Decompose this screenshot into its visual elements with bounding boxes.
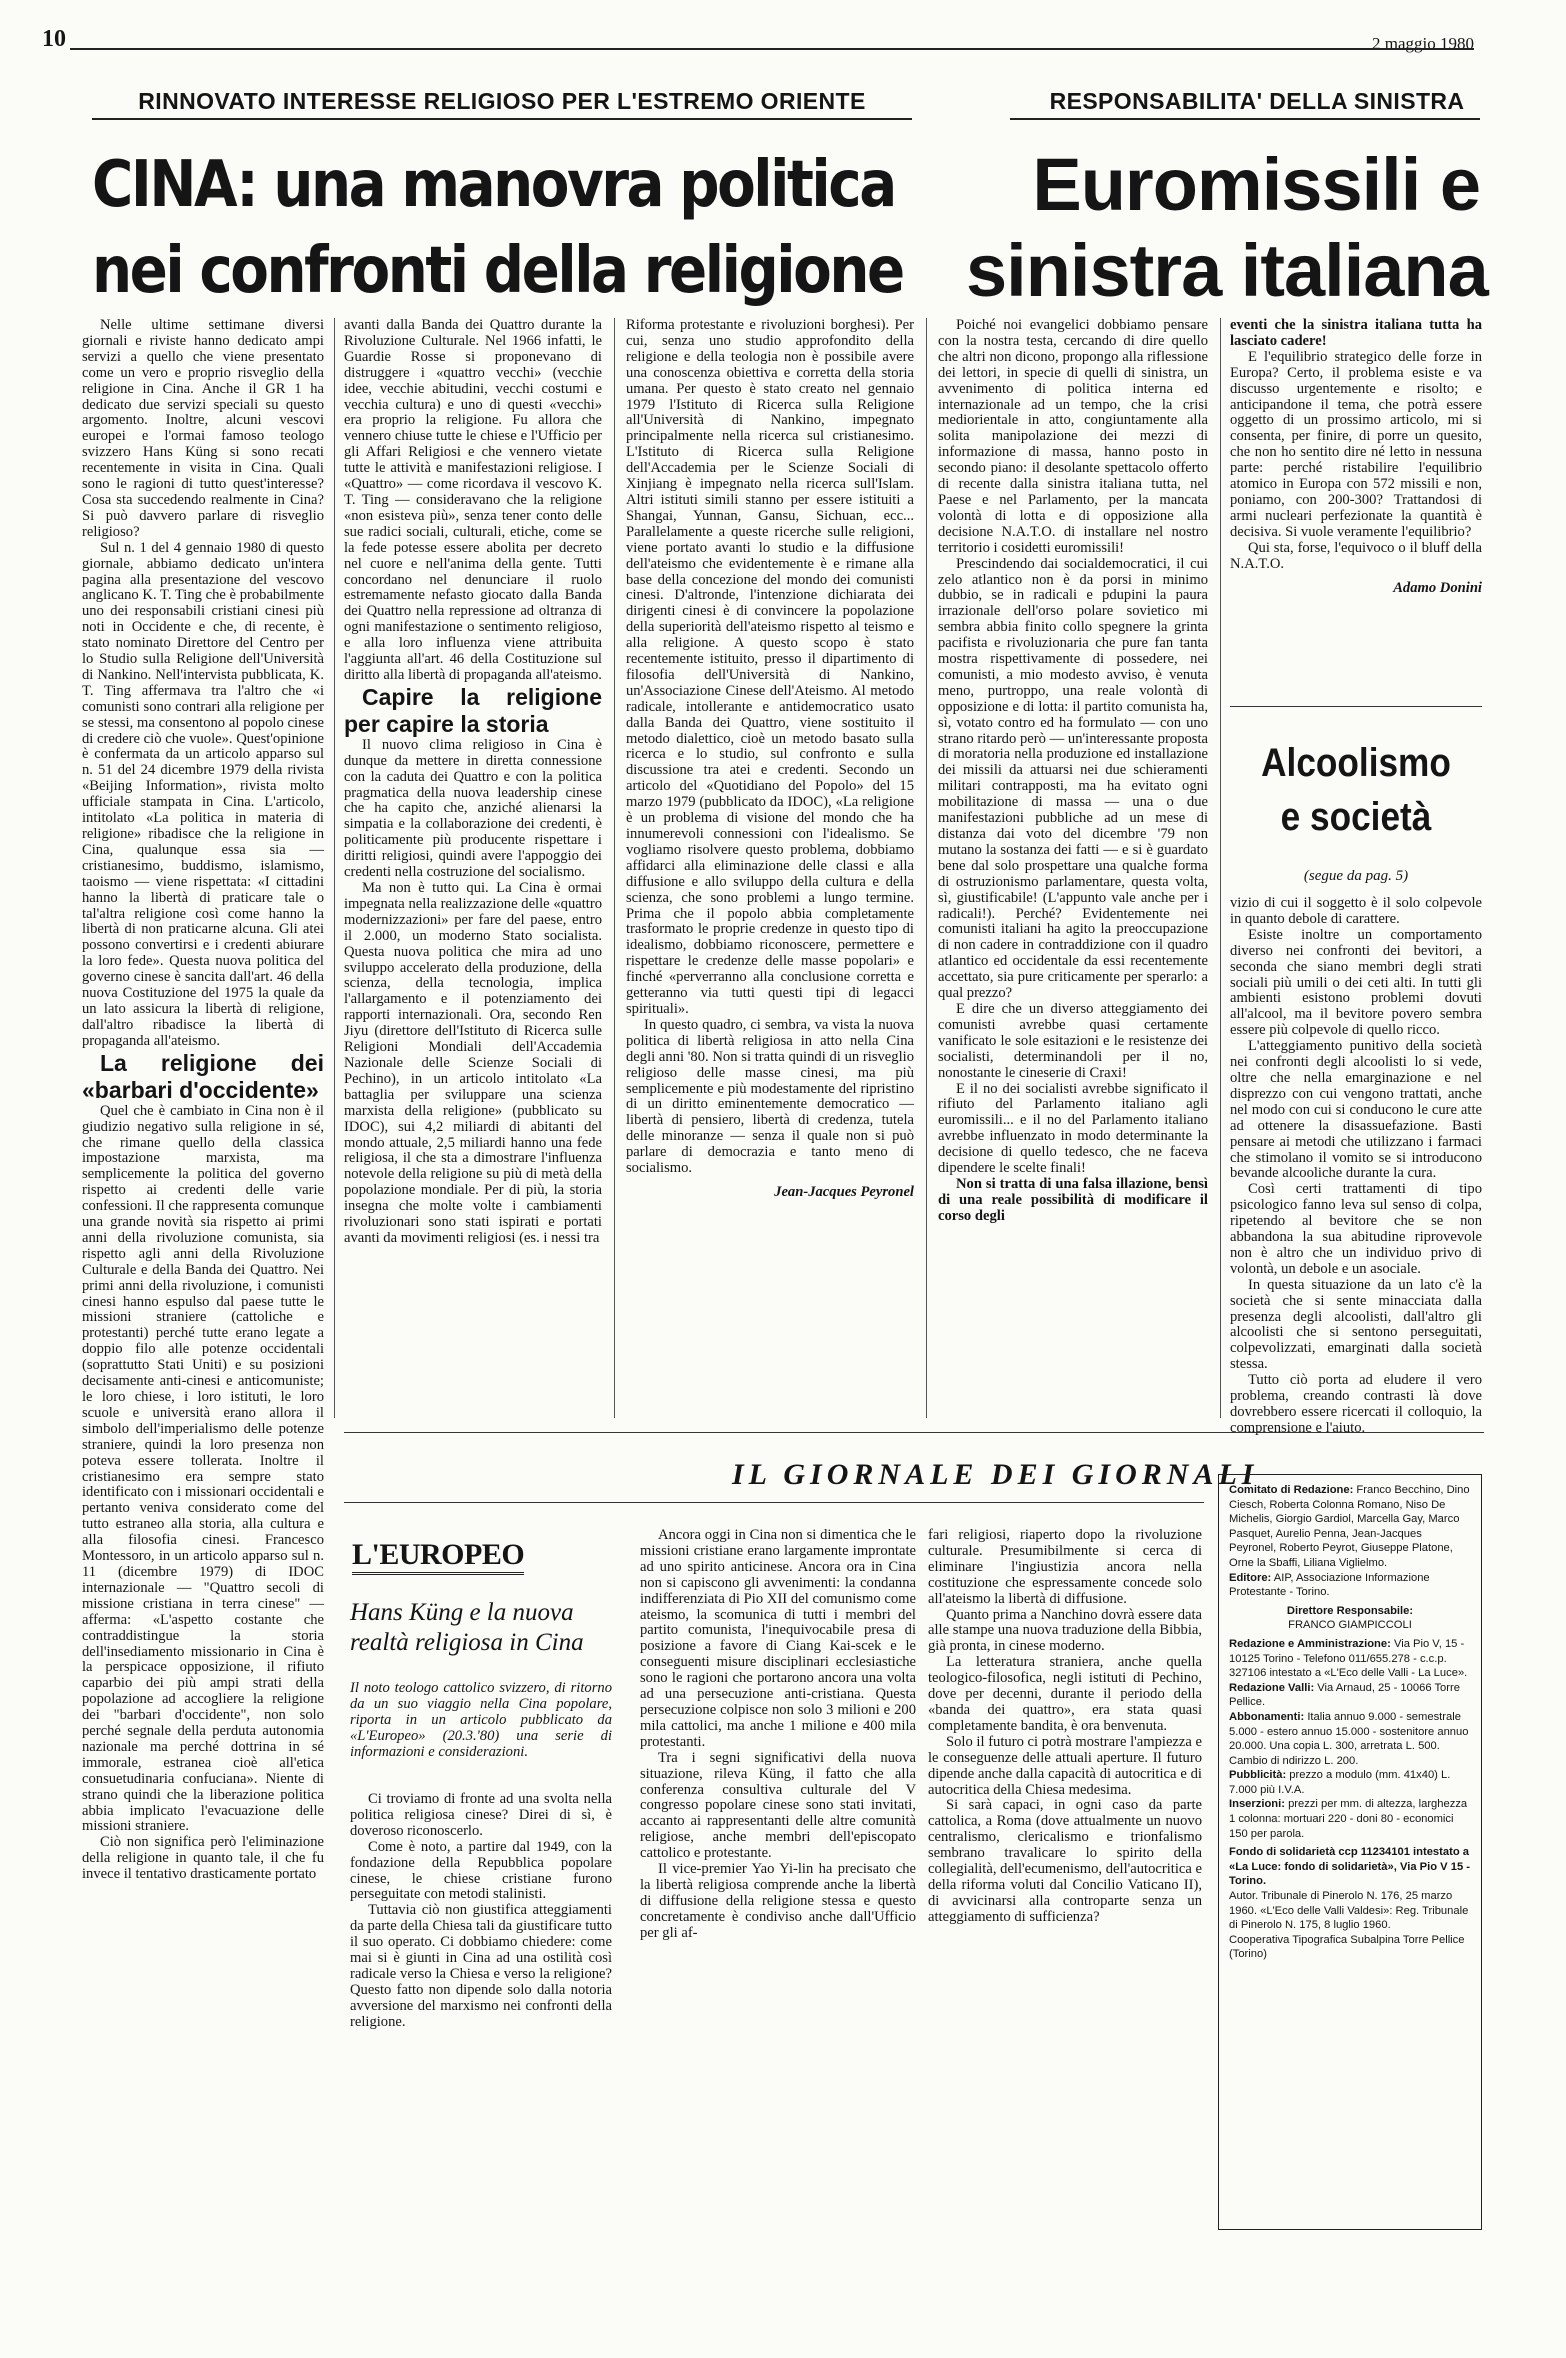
- column-divider: [334, 318, 335, 1418]
- cina-paragraph: Quel che è cambiato in Cina non è il giudizio negativo sulla religione in sé, che rimane quello della classica impostazione marxista, ma semplicemente la politica del governo rispetto ai credenti delle varie confessioni. Il che rappresenta comunque una grande novità sia rispetto ai primi anni della rivoluzione comunista, sia rispetto agli anni della Rivoluzione Culturale e della Banda dei Quattro. Nei primi anni della rivoluzione, i comunisti cinesi hanno espulso dal paese tutte le missioni straniere (cattoliche e protestanti) perché tutte erano legate a doppio filo alle potenze occidentali (soprattutto Stati Uniti) e su posizioni decisamente anti-cinesi e anticomuniste; le loro chiese, i loro istituti, le loro scuole e università erano allora il simbolo dell'imperialismo delle potenze straniere, quindi la loro presenza non poteva essere tollerata. Inoltre il cristianesimo era sempre stato identificato con i missionari occidentali e pertanto veniva considerato come del tutto estraneo alla storia, alla cultura e alla filosofia cinesi. Francesco Montessoro, in un articolo apparso sul n. 11 (dicembre 1979) di IDOC internazionale — "Quattro secoli di missione cristiana in terra cinese" — afferma: «L'aspetto costante che contraddistingue la storia dell'insediamento missionario in Cina è la perspicace opposizione, il rifiuto caparbio dei più ampi strati della popolazione ad accogliere la religione dei "barbari d'occidente", non solo perché segnale della perduta autonomia nazionale ma perché dottrina in sé immorale, estranea cioè all'etica consuetudinaria confuciana». Niente di strano quindi che la liberazione politica abbia implicato l'evacuazione delle missioni straniere.: [82, 1102, 324, 1835]
- cina-headline-line1: CINA: una manovra politica: [92, 148, 895, 222]
- alcoolismo-paragraph: Tutto ciò porta ad eludere il vero problema, creando contrasti là dove dovrebbero essere ricercati il colloquio, la comprensione e l'aiuto.: [1230, 1372, 1482, 1436]
- euromissili-kicker: RESPONSABILITA' DELLA SINISTRA: [1049, 88, 1465, 114]
- cina-kicker-rule: [92, 118, 912, 120]
- kung-paragraph: Tuttavia ciò non giustifica atteggiamenti da parte della Chiesa tali da giustificare tutto il suo operato. Ci dobbiamo chiedere: come mai si è giunti in Cina ad una ostilità così radicale verso la Chiesa e verso la religione? Questo fatto non dipende solo dalla notoria avversione del marxismo nei confronti della religione.: [350, 1902, 612, 2030]
- kung-column-3: [928, 1528, 1202, 2354]
- editorial-credits-box: [1218, 1474, 1482, 2230]
- alcoolismo-paragraph: L'atteggiamento punitivo della società nei confronti degli alcoolisti lo si vede, oltre che nella emarginazione e nel disprezzo con cui vengono trattati, anche nel modo con cui si conducono le cure atte ad ottenere la disassuefazione. Basti pensare ai metodi che utilizzano i farmaci che stimolano il vomito se si introducono bevande alcooliche durante la cura.: [1230, 1038, 1482, 1182]
- credits-inserzioni: Inserzioni: prezzi per mm. di altezza, larghezza 1 colonna: mortuari 220 - doni 80 - economici 150 per parola.: [1229, 1798, 1468, 1840]
- credits-redazione-valli: Redazione Valli: Via Arnaud, 25 - 10066 Torre Pellice.: [1229, 1681, 1460, 1709]
- kung-paragraph: Come è noto, a partire dal 1949, con la fondazione della Repubblica popolare cinese, le chiese cristiane furono perseguitate con metodi stalinisti.: [350, 1838, 612, 1903]
- euromissili-headline-line2: sinistra italiana: [966, 229, 1488, 312]
- kung-column-2: [640, 1528, 916, 2354]
- cina-headline: [92, 142, 903, 314]
- euromissili-headline: [966, 142, 1488, 314]
- euromissili-column-1: [938, 318, 1208, 1418]
- kung-intro: Il noto teologo cattolico svizzero, di ritorno da un suo viaggio nella Cina popolare, riporta in un articolo pubblicato da «L'Europeo» (20.3.'80) una serie di informazioni e considerazioni.: [350, 1680, 612, 1760]
- column-divider: [1220, 318, 1221, 1418]
- cina-paragraph: In questo quadro, ci sembra, va vista la nuova politica di libertà religiosa in atto nella Cina degli anni '80. Non si tratta quindi di un risveglio religioso delle masse cinesi, ma più semplicemente e più modestamente del ripristino di un diritto eminentemente democratico — libertà di pensiero, libertà di credenza, tutela delle minoranze — senza il quale non si può parlare di democrazia e tanto meno di socialismo.: [626, 1016, 914, 1177]
- cina-paragraph: Riforma protestante e rivoluzioni borghesi). Per cui, senza uno studio approfondito della religione e della teologia non è possibile avere una conoscenza obiettiva e corretta della storia umana. Per questo è stato creato nel gennaio 1979 l'Istituto di Ricerca sulla Religione all'Università di Nankino, impegnato principalmente nella ricerca sul cristianesimo. L'Istituto di Ricerca sulla Religione dell'Accademia per le Scienze Sociali di Xinjiang è impegnato nella ricerca sull'Islam. Altri istituti simili stanno per essere istituiti a Shangai, Yunnan, Gansu, Sichuan, ecc... Parallelamente a queste ricerche sulle religioni, viene portato avanti lo studio e la diffusione dell'ateismo che evidentemente è e rimane alla base della concezione del mondo dei comunisti cinesi. D'altronde, l'intenzione dichiarata dei dirigenti cinesi è di convincere la popolazione della superiorità dell'ateismo rispetto al teismo e alla religione. A questo scopo è stato recentemente istituito, presso il dipartimento di filosofia dell'Università di Nankino, un'Associazione Cinese dell'Ateismo. Al metodo radicale, intollerante e antidemocratico usato dalla Banda dei Quattro, viene sostituito il metodo dialettico, cioè un metodo basato sulla ricerca e lo studio, sul confronto e sulla discussione tra atei e credenti. Secondo un articolo del «Quotidiano del Popolo» del 15 marzo 1979 (pubblicato da IDOC), «La religione è un problema di visione del mondo che ha innumerevoli connessioni con l'idealismo. Se vogliamo risolvere questo problema, dobbiamo affidarci alla eliminazione delle classi e alla diffusione e allo sviluppo della cultura e della scienza, che sono problemi a lungo termine. Prima che il popolo abbia completamente trasformato le proprie credenze in questo tipo di idealismo, dobbiamo riconoscere, permettere e rispettare le credenze delle masse popolari» e finché «perverranno alla conclusione corretta e getteranno via tutti questi tipi di legacci spirituali».: [626, 317, 914, 1017]
- cina-paragraph: Nelle ultime settimane diversi giornali e riviste hanno dedicato ampi servizi a quello che viene presentato come un vero e proprio risveglio della religione in Cina. Anche il GR 1 ha dedicato due servizi speciali su questo argomento. Inoltre, alcuni vescovi europei e l'ormai famoso teologo svizzero Hans Küng si sono recati recentemente in visita in Cina. Quali sono le ragioni di tutto quest'interesse? Cosa sta succedendo realmente in Cina? Si può davvero parlare di risveglio religioso?: [82, 317, 324, 540]
- credits-comitato: Comitato di Redazione: Franco Becchino, Dino Ciesch, Roberta Colonna Romano, Niso De Michelis, Giorgio Gardiol, Marcella Gay, Marco Pasquet, Aurelio Penna, Jean-Jacques Peyronel, Roberto Peyrot, Giuseppe Platone, Orne la Sbaffi, Liliana Viglielmo.: [1229, 1484, 1470, 1569]
- kung-deck: Hans Küng e la nuova realtà religiosa in Cina: [350, 1599, 584, 1656]
- kung-paragraph: Tra i segni significativi della nuova situazione, rileva Küng, il fatto che alla conferenza consultiva culturale del V congresso popolare cinese sono stati invitati, accanto ai rappresentanti delle altre comunità religiose, anche membri dell'episcopato cattolico e protestante.: [640, 1749, 916, 1862]
- credits-pubblicita: Pubblicità: prezzo a modulo (mm. 41x40) L. 7.000 più I.V.A.: [1229, 1769, 1451, 1796]
- alcoolismo-paragraph: Esiste inoltre un comportamento diverso nei confronti dei bevitori, a seconda che siano membri degli strati sociali più umili o dei ceti alti. In tutti gli ambienti esistono problemi dovuti all'alcool, ma il bevitore povero sembra essere più colpevole di quello ricco.: [1230, 926, 1482, 1039]
- cina-paragraph: Ma non è tutto qui. La Cina è ormai impegnata nella realizzazione delle «quattro modernizzazioni» per fare del paese, entro il 2.000, un moderno Stato socialista. Questa nuova politica che mira ad uno sviluppo accelerato della produzione, della scienza, della tecnologia, implica l'allargamento e il potenziamento dei rapporti internazionali. Ora, secondo Ren Jiyu (direttore dell'Istituto di Ricerca sulle Religioni Mondiali dell'Accademia Nazionale delle Scienze Sociali di Pechino), in un articolo intitolato «La battaglia per sviluppare una scienza marxista della religione» (pubblicato su IDOC), sui 4,2 miliardi di abitanti del mondo attuale, 2,5 miliardi hanno una fede religiosa, il che sta a dimostrare l'influenza notevole della religione su più di metà della popolazione mondiale. Per di più, la storia insegna che molte volte i cambiamenti rivoluzionari sono stati ispirati e portati avanti da movimenti religiosi (es. i nessi tra: [344, 880, 602, 1246]
- euromissili-paragraph: E l'equilibrio strategico delle forze in Europa? Certo, il problema esiste e va discusso urgentemente e risolto; e anticipandone il tema, che potrà essere oggetto di un prossimo articolo, mi si consenta, per finire, di porre un quesito, che non ho sentito dire né letto in nessuna parte: perché ristabilire l'equilibrio atomico in Europa con 572 missili e non, poniamo, con 200-300? Trattandosi di armi nucleari perfezionate la quantità è decisiva. Si vuole veramente l'equilibrio?: [1230, 348, 1482, 540]
- giornale-banner: IL GIORNALE DEI GIORNALI: [732, 1458, 1259, 1491]
- credits-autorizzazione: Autor. Tribunale di Pinerolo N. 176, 25 marzo 1960. «L'Eco delle Valli Valdesi»: Reg. Tribunale di Pinerolo N. 175, 8 luglio 1960.: [1229, 1890, 1469, 1932]
- credits-editore: Editore: AIP, Associazione Informazione Protestante - Torino.: [1229, 1571, 1430, 1599]
- cina-subheading-barbari: La religione dei «barbari d'occidente»: [82, 1049, 324, 1103]
- credits-tipografia: Cooperativa Tipografica Subalpina Torre Pellice (Torino): [1229, 1933, 1465, 1961]
- kung-paragraph: Solo il futuro ci potrà mostrare l'ampiezza e le conseguenze delle attuali aperture. Il futuro dipende anche dalla capacità di autocritica e di autocritica della Chiesa medesima.: [928, 1733, 1202, 1798]
- euromissili-signature: Adamo Donini: [1393, 579, 1482, 596]
- credits-direttore-label: Direttore Responsabile:: [1286, 1604, 1414, 1617]
- cina-paragraph: avanti dalla Banda dei Quattro durante la Rivoluzione Culturale. Nel 1966 infatti, le Guardie Rosse si proponevano di distruggere i «quattro vecchi» (vecchie idee, vecchie abitudini, vecchi costumi e vecchia cultura) e uno di questi «vecchi» era proprio la religione. Fu allora che vennero chiuse tutte le chiese e l'Ufficio per gli Affari Religiosi e che vennero vietate tutte le attività e manifestazioni religiose. I «Quattro» — come ricordava il vescovo K. T. Ting — consideravano che la religione «non esisteva più», senza tener conto delle sue radici sociali, culturali, etiche, come se la fede potesse essere abolita per decreto nel cuore e nell'anima della gente. Tutti concordano nel denunciare il ruolo estremamente nefasto giocato dalla Banda dei Quattro nella repressione ad oltranza di ogni manifestazione o sentimento religioso, e alla loro influenza viene attribuita l'aggiunta all'art. 46 della Costituzione sul diritto alla libertà di propaganda all'ateismo.: [344, 317, 602, 683]
- kung-paragraph: Ancora oggi in Cina non si dimentica che le missioni cristiane erano largamente improntate ad uno spirito anticinese. Ancora ora in Cina non si capiscono gli avvenimenti: la condanna indifferenziata di Pio XII del comunismo come ateismo, la scomunica di tutti i membri del partito comunista, l'inequivocabile presa di posizione a favore di Ciang Kai-scek e le conseguenti misure disciplinari ecclesiastiche sono le ragioni che portarono ancora una volta ad una persecuzione anti-cristiana. Questa persecuzione colpisce non solo 3 milioni e 200 mila cattolici, ma anche 1 milione e 400 mila protestanti.: [640, 1527, 916, 1750]
- cina-subheading-storia: Capire la religione per capire la storia: [344, 683, 602, 737]
- kung-paragraph: Quanto prima a Nanchino dovrà essere data alle stampe una nuova traduzione della Bibbia, già pronta, in cinese moderno.: [928, 1606, 1202, 1655]
- kung-paragraph: La letteratura straniera, anche quella teologico-filosofica, negli istituti di Pechino, dove per decenni, durante il periodo della «banda dei quattro», era stata quasi completamente bandita, è ora benvenuta.: [928, 1654, 1202, 1734]
- euromissili-paragraph: E il no dei socialisti avrebbe significato il rifiuto del Parlamento italiano agli euromissili... e il no del Parlamento italiano avrebbe influenzato in modo determinante la decisione di quello tedesco, che ne faceva dipendere le scelte finali!: [938, 1080, 1208, 1177]
- alcoolismo-paragraph: In questa situazione da un lato c'è la società che si sente minacciata dalla presenza degli alcoolisti, dall'altro gli alcoolisti che si sentono perseguitati, colpevolizzati, emarginati dalla società stessa.: [1230, 1276, 1482, 1373]
- credits-fondo: Fondo di solidarietà ccp 11234101 intestato a «La Luce: fondo di solidarietà», Via Pio V 15 - Torino.: [1229, 1846, 1471, 1888]
- kung-column-1: [350, 1792, 612, 2352]
- euromissili-paragraph: eventi che la sinistra italiana tutta ha lasciato cadere!: [1230, 317, 1482, 349]
- euromissili-paragraph: Prescindendo dai socialdemocratici, il cui zelo atlantico non è da porsi in minimo dubbio, se in radicali e pdupini la paura irrazionale dell'orso polare sovietico mi sembra abbia finito collo spegnere la grinta pacifista e rivoluzionaria che pure fan tanta mostra rispettivamente di possedere, nei comunisti, a mio modesto avviso, è venuta meno, purtroppo, una reale volontà di opposizione e di lotta: il partito comunista ha, sì, votato contro ed ha formulato — con uno strano ritardo però — un'interessante proposta di moratoria nella produzione ed installazione dei missili da attuarsi nei due schieramenti militari contrapposti, ma ha evitato ogni mobilitazione di massa — una o due manifestazioni pubbliche ad un mese di distanza dai voto del dicembre '79 non mutano la sostanza dei fatti — e si è guardato bene dal solo prospettare una qualche forma di ostruzionismo parlamentare, questa volta, sì, giustificabile! (L'appunto vale anche per i radicali!). Perché? Evidentemente nei comunisti italiani ha agito la preoccupazione di non cadere in contraddizione con il quadro atlantico ed occidentale da essi recentemente accettato, sia pure criticamente per sperarlo: a qual prezzo?: [938, 555, 1208, 1002]
- credits-direttore: FRANCO GIAMPICCOLI: [1288, 1619, 1412, 1632]
- euromissili-paragraph: Qui sta, forse, l'equivoco o il bluff della N.A.T.O.: [1230, 539, 1482, 572]
- euromissili-paragraph: Non si tratta di una falsa illazione, bensì di una reale possibilità di modificare il corso degli: [938, 1175, 1208, 1224]
- europeo-logo: L'EUROPEO: [352, 1538, 524, 1575]
- cina-headline-line2: nei confronti della religione: [92, 234, 903, 308]
- cina-column-3: [626, 318, 914, 1418]
- cina-column-2: [344, 318, 602, 1458]
- alcoolismo-paragraph: vizio di cui il soggetto è il solo colpevole in quanto debole di carattere.: [1230, 895, 1482, 927]
- kung-paragraph: Il vice-premier Yao Yi-lin ha precisato che la libertà religiosa comprende anche la libertà di diffusione della religione stessa e questo concretamente è condiviso anche dall'Ufficio per gli af-: [640, 1861, 916, 1941]
- alcoolismo-title-line2: e società: [1280, 795, 1432, 839]
- kung-paragraph: Ci troviamo di fronte ad una svolta nella politica religiosa cinese? Direi di sì, è doveroso riconoscerlo.: [350, 1791, 612, 1839]
- euromissili-paragraph: Poiché noi evangelici dobbiamo pensare con la nostra testa, cercando di dire quello che altri non dicono, propongo alla riflessione dei lettori, in specie di quelli di sinistra, un avvenimento di politica interna ed internazionale ad un tempo, che la crisi mediorientale in atto, congiuntamente alla solita manipolazione dei mezzi di informazione di massa, hanno posto in secondo piano: il desolante spettacolo offerto di recente dalla sinistra italiana tutta, nel Paese e nel Parlamento, per la mancata volontà di lotta e di opposizione alla decisione N.A.T.O. di installare nel nostro territorio i cosidetti euromissili!: [938, 317, 1208, 556]
- page-date: 2 maggio 1980: [1372, 34, 1474, 53]
- alcoolismo-paragraph: Così certi trattamenti di tipo psicologico fanno leva sul senso di colpa, ripetendo al bevitore che se non abbandona la sua abitudine riprovevole non è altro che un individuo privo di volontà, un debole e un asociale.: [1230, 1181, 1482, 1277]
- cina-signature: Jean-Jacques Peyronel: [774, 1183, 914, 1200]
- credits-abbonamenti: Abbonamenti: Italia annuo 9.000 - semestrale 5.000 - estero annuo 15.000 - sostenitore annuo 20.000. Una copia L. 300, arretrata L. 500. Cambio di ndirizzo L. 200.: [1229, 1710, 1469, 1767]
- alcoolismo-title: [1245, 736, 1467, 844]
- kung-paragraph: fari religiosi, riaperto dopo la rivoluzione culturale. Presumibilmente si cerca di eliminare l'ingiustizia ancora nella costituzione che espressamente concede solo all'ateismo la libertà di diffusione.: [928, 1527, 1202, 1607]
- page-number: 10: [42, 26, 66, 52]
- cina-paragraph: Sul n. 1 del 4 gennaio 1980 di questo giornale, abbiamo dedicato un'intera pagina alla presentazione del vescovo anglicano K. T. Ting che è probabilmente uno dei responsabili cristiani cinesi più noti in Occidente e che, di recente, è stato nominato Direttore del Centro per lo Studio sulla Religione dell'Università di Nankino. Nell'intervista pubblicata, K. T. Ting affermava tra l'altro che «i comunisti sono contrari alla religione per se stessi, ma consentono al popolo cinese di credere ciò che vuole». Quest'opinione è confermata da un articolo apparso sul n. 51 del 24 dicembre 1979 della rivista «Beijing Information», rivista molto ufficiale stampata in Cina. L'articolo, intitolato «La politica in materia di religione» ribadisce che la religione in Cina, qualunque essa sia — cristianesimo, buddismo, islamismo, taoismo — viene rispettata: «I cittadini hanno la libertà di praticare tale o tal'altra religione così come hanno la libertà di non praticarne alcuna. Gli atei possono convertirsi e i credenti abiurare la loro fede». Questa nuova politica del governo cinese è sancita dall'art. 46 della nuova Costituzione del 1975 la quale da un lato assicura la libertà di religione, dall'altro ribadisce la libertà di propaganda all'ateismo.: [82, 539, 324, 1049]
- column-divider: [614, 318, 615, 1418]
- euromissili-kicker-rule: [1010, 118, 1480, 120]
- cina-paragraph: Ciò non significa però l'eliminazione della religione in quanto tale, il che fu invece il tentativo drasticamente portato: [82, 1834, 324, 1883]
- cina-paragraph: Il nuovo clima religioso in Cina è dunque da mettere in diretta connessione con la caduta dei Quattro e con la politica pragmatica della nuova leadership cinese che ha capito che, anziché alienarsi la simpatia e la collaborazione dei credenti, è politicamente più producente rispettare i diritti religiosi, quindi avere l'appoggio dei credenti nella costruzione del socialismo.: [344, 736, 602, 881]
- cina-kicker: RINNOVATO INTERESSE RELIGIOSO PER L'ESTREMO ORIENTE: [138, 88, 866, 114]
- euromissili-headline-line1: Euromissili e: [1032, 143, 1480, 226]
- box-top-rule: [1230, 706, 1482, 707]
- euromissili-paragraph: E dire che un diverso atteggiamento dei comunisti avrebbe quasi certamente vanificato le sole esitazioni e le resistenze dei socialisti, determinandoli per il no, nonostante le cineserie di Craxi!: [938, 1000, 1208, 1081]
- alcoolismo-continued-note: (segue da pag. 5): [1303, 868, 1409, 884]
- cina-column-1: [82, 318, 324, 2058]
- kung-paragraph: Si sarà capaci, in ogni caso da parte cattolica, a Roma (dove attualmente un nuovo centralismo, clericalismo e trionfalismo sembrano travalicare lo spirito della collegialità, dell'ecumenismo, dell'autocritica e della riforma voluti dal Concilio Vaticano II), di avvicinarsi alla controparte senza un atteggiamento di sufficienza?: [928, 1797, 1202, 1925]
- banner-rule: [344, 1502, 1204, 1503]
- alcoolismo-title-line1: Alcoolismo: [1261, 741, 1451, 785]
- euromissili-column-2: [1230, 318, 1482, 688]
- column-divider: [926, 318, 927, 1418]
- top-rule: [70, 48, 1474, 50]
- credits-redazione: Redazione e Amministrazione: Via Pio V, 15 - 10125 Torino - Telefono 011/655.278 - c.c.p. 327106 intestato a «L'Eco delle Valli - La Luce».: [1229, 1637, 1468, 1680]
- alcoolismo-column: [1230, 895, 1482, 1436]
- section-rule: [344, 1432, 1484, 1433]
